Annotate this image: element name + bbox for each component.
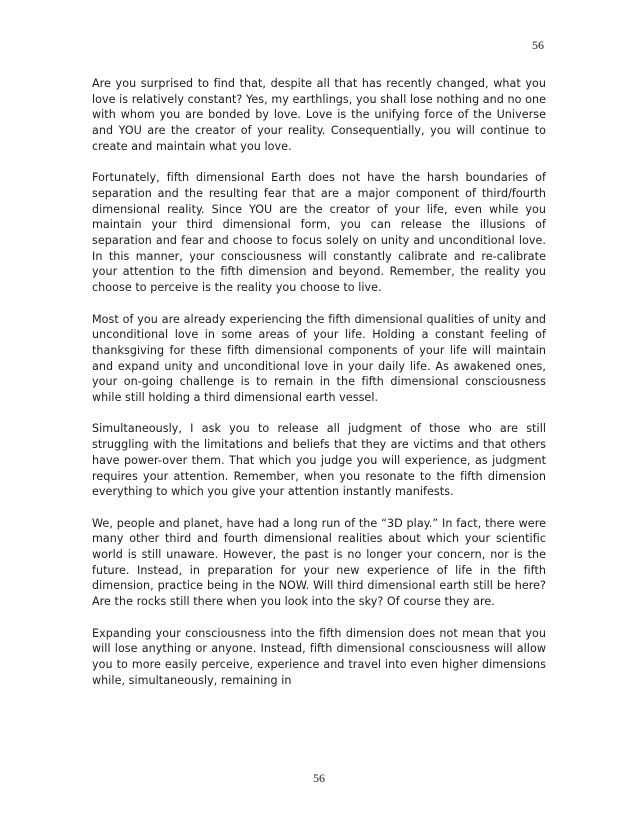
paragraph-2: Fortunately, fifth dimensional Earth does not have the harsh boundaries of separation and the resulting fear that are a major component of third/fourth dimensional reality. Since YOU are the creator of your life, even while you maintain your third dimensional form, you can release the illusions of separation and fear and choose to focus solely on unity and unconditional love. In this manner, your consciousness will constantly calibrate and re-calibrate your attention to the fifth dimension and beyond. Remember, the reality you choose to perceive is the reality you choose to live. xyxy=(92,171,546,295)
body-text xyxy=(92,76,546,688)
paragraph-3: Most of you are already experiencing the fifth dimensional qualities of unity and unconditional love in some areas of your life. Holding a constant feeling of thanksgiving for these fifth dimensional components of your life will maintain and expand unity and unconditional love in your daily life. As awakened ones, your on-going challenge is to remain in the fifth dimensional consciousness while still holding a third dimensional earth vessel. xyxy=(92,312,546,405)
footer-page-number: 56 xyxy=(313,771,325,785)
paragraph-1: Are you surprised to find that, despite all that has recently changed, what you love is relatively constant? Yes, my earthlings, you shall lose nothing and no one with whom you are bonded by love. Love is the unifying force of the Universe and YOU are the creator of your reality. Consequentially, you will continue to create and maintain what you love. xyxy=(92,77,546,153)
paragraph-6: Expanding your consciousness into the fifth dimension does not mean that you will lose anything or anyone. Instead, fifth dimensional consciousness will allow you to more easily perceive, experience and travel into even higher dimensions while, simultaneously, remaining in xyxy=(92,626,546,687)
paragraph-5: We, people and planet, have had a long run of the “3D play.” In fact, there were many other third and fourth dimensional realities about which your scientific world is still unaware. However, the past is no longer your concern, nor is the future. Instead, in preparation for your new experience of life in the fifth dimension, practice being in the NOW. Will third dimensional earth still be here? Are the rocks still there when you look into the sky? Of course they are. xyxy=(92,516,546,609)
header-page-number: 56 xyxy=(532,38,544,52)
paragraph-4: Simultaneously, I ask you to release all judgment of those who are still struggling with the limitations and beliefs that they are victims and that others have power-over them. That which you judge you will experience, as judgment requires your attention. Remember, when you resonate to the fifth dimension everything to which you give your attention instantly manifests. xyxy=(92,422,546,499)
